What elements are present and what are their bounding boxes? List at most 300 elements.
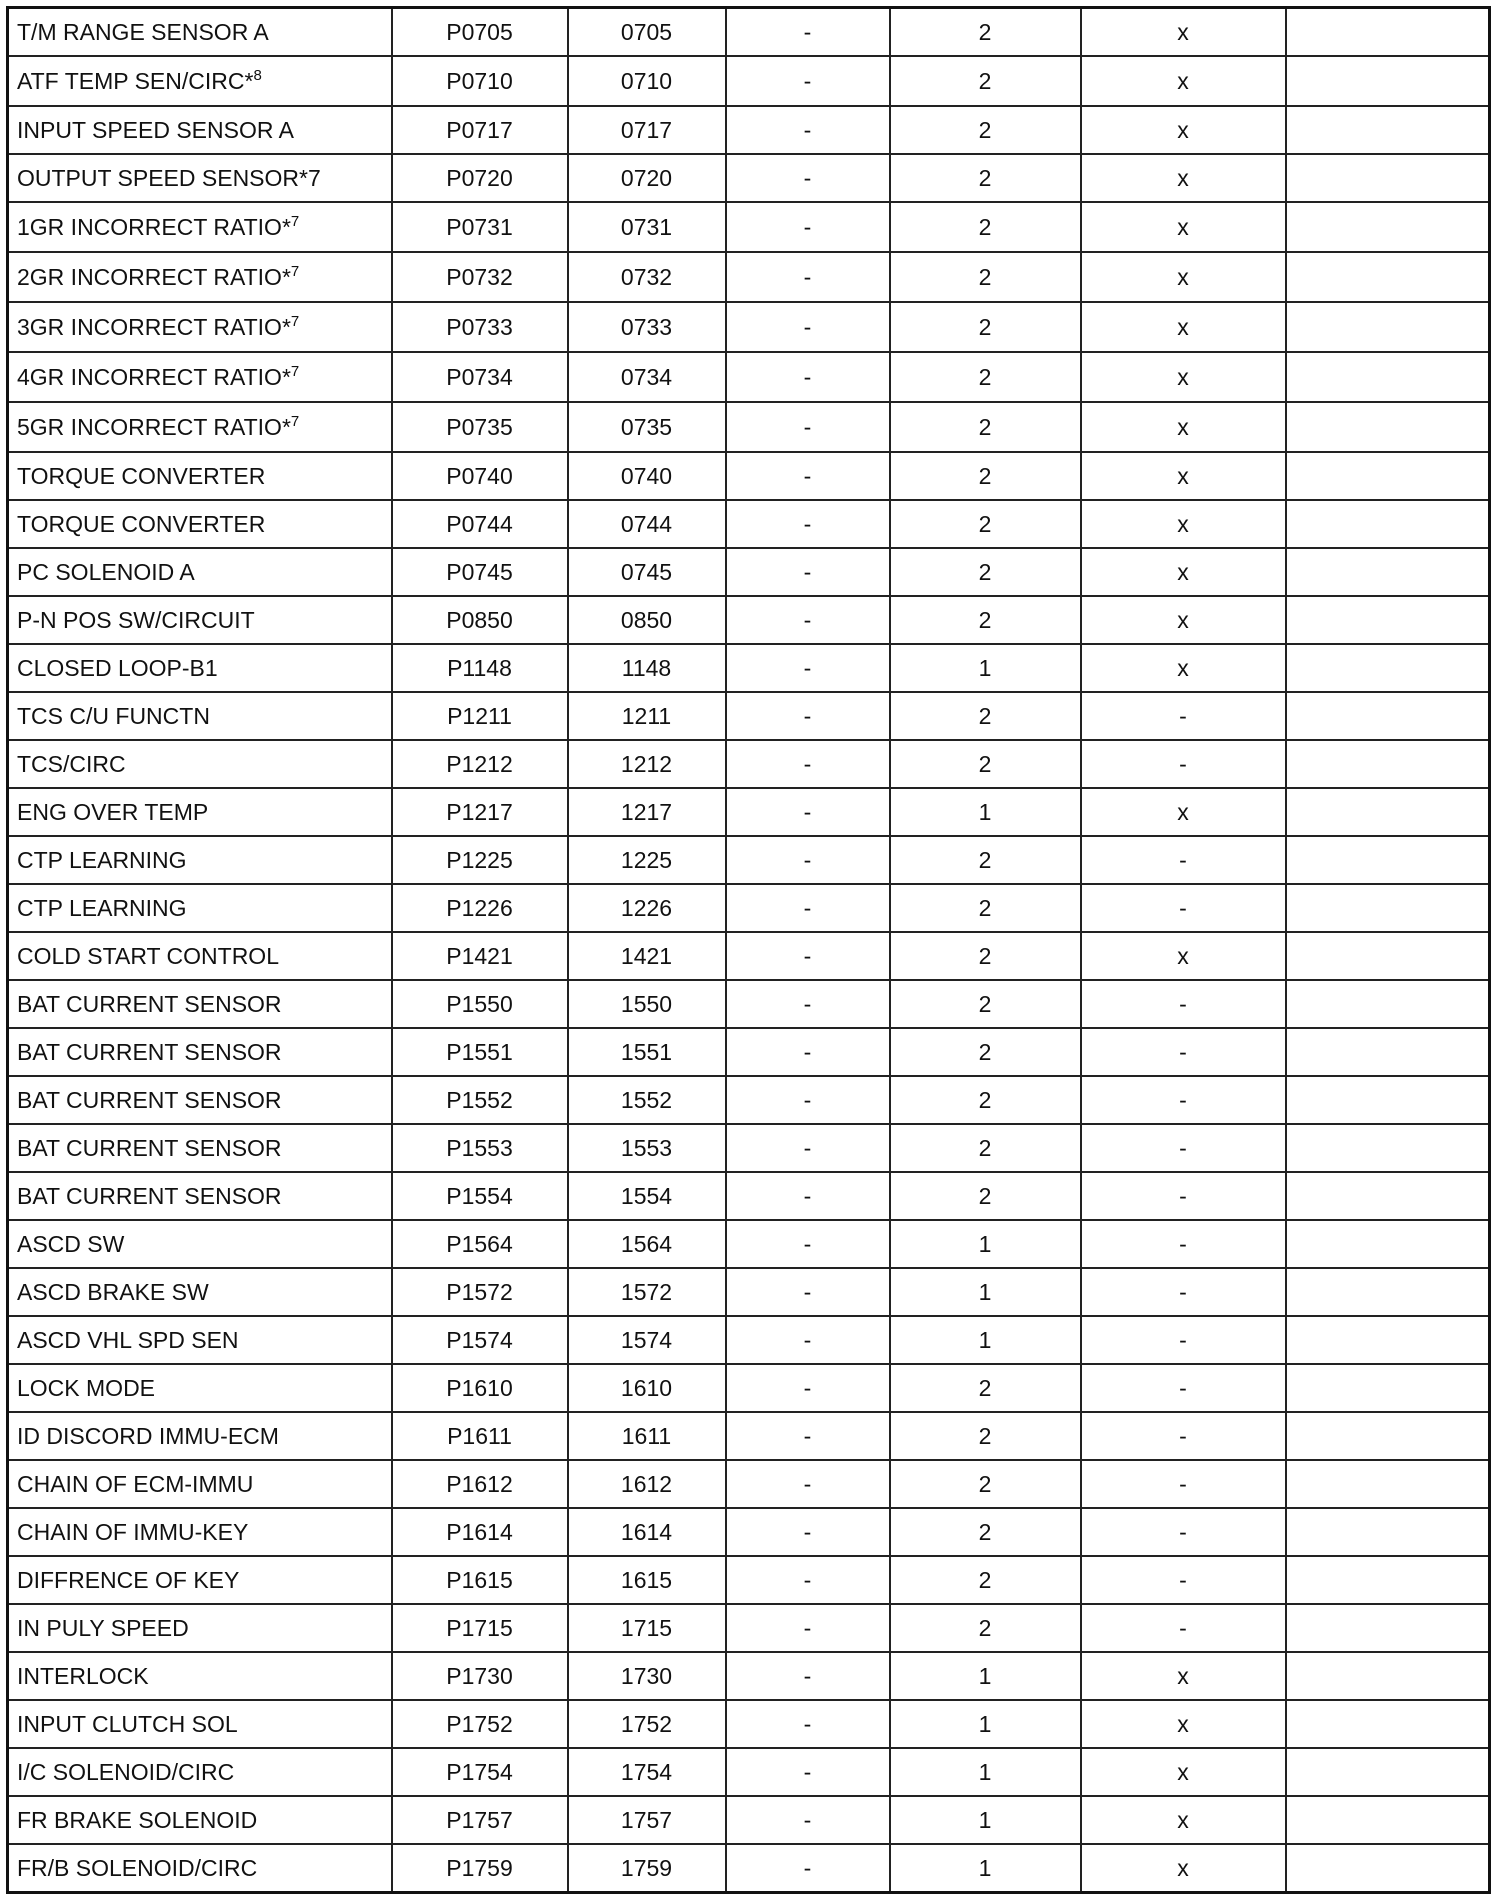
column-4-cell: -	[726, 1124, 890, 1172]
table-row	[8, 1316, 1490, 1364]
trip-cell: 2	[890, 402, 1081, 452]
empty-cell	[1286, 1604, 1490, 1652]
table-row	[8, 452, 1490, 500]
empty-cell	[1286, 1220, 1490, 1268]
mil-cell: -	[1081, 980, 1286, 1028]
code-cell: 1730	[568, 1652, 726, 1700]
dtc-code-cell: P1757	[392, 1796, 568, 1844]
code-cell: 0850	[568, 596, 726, 644]
trip-cell: 2	[890, 548, 1081, 596]
trip-cell: 2	[890, 596, 1081, 644]
dtc-code-cell: P0745	[392, 548, 568, 596]
item-name-cell	[8, 1028, 392, 1076]
item-name-cell	[8, 1556, 392, 1604]
item-name: LOCK MODE	[17, 1374, 156, 1401]
trip-cell: 1	[890, 1748, 1081, 1796]
table-row	[8, 596, 1490, 644]
empty-cell	[1286, 1076, 1490, 1124]
item-name: IN PULY SPEED	[17, 1614, 189, 1641]
footnote-marker: 7	[290, 362, 300, 380]
table-row	[8, 836, 1490, 884]
empty-cell	[1286, 644, 1490, 692]
empty-cell	[1286, 8, 1490, 57]
mil-cell: x	[1081, 56, 1286, 106]
empty-cell	[1286, 740, 1490, 788]
trip-cell: 2	[890, 1460, 1081, 1508]
mil-cell: -	[1081, 1460, 1286, 1508]
item-name-cell	[8, 692, 392, 740]
item-name-cell	[8, 1364, 392, 1412]
column-4-cell: -	[726, 1700, 890, 1748]
code-cell: 0744	[568, 500, 726, 548]
mil-cell: -	[1081, 1076, 1286, 1124]
footnote-marker: 7	[290, 312, 300, 330]
trip-cell: 2	[890, 352, 1081, 402]
empty-cell	[1286, 1556, 1490, 1604]
item-name-cell	[8, 1844, 392, 1893]
column-4-cell: -	[726, 932, 890, 980]
dtc-code-cell: P1715	[392, 1604, 568, 1652]
item-name-cell	[8, 154, 392, 202]
table-row	[8, 1604, 1490, 1652]
empty-cell	[1286, 884, 1490, 932]
item-name: ASCD VHL SPD SEN	[17, 1326, 239, 1353]
item-name-cell	[8, 1076, 392, 1124]
item-name: BAT CURRENT SENSOR	[17, 1182, 282, 1209]
empty-cell	[1286, 1508, 1490, 1556]
column-4-cell: -	[726, 500, 890, 548]
item-name: I/C SOLENOID/CIRC	[17, 1758, 235, 1785]
item-name: CLOSED LOOP-B1	[17, 654, 218, 681]
mil-cell: -	[1081, 1268, 1286, 1316]
mil-cell: -	[1081, 1172, 1286, 1220]
item-name-cell	[8, 1412, 392, 1460]
item-name: OUTPUT SPEED SENSOR*7	[17, 164, 321, 191]
table-row	[8, 252, 1490, 302]
trip-cell: 2	[890, 1364, 1081, 1412]
item-name: ID DISCORD IMMU-ECM	[17, 1422, 279, 1449]
item-name-cell	[8, 1508, 392, 1556]
item-name: TCS C/U FUNCTN	[17, 702, 210, 729]
mil-cell: -	[1081, 884, 1286, 932]
column-4-cell: -	[726, 1220, 890, 1268]
column-4-cell: -	[726, 352, 890, 402]
code-cell: 1554	[568, 1172, 726, 1220]
item-name: CHAIN OF IMMU-KEY	[17, 1518, 249, 1545]
item-name: T/M RANGE SENSOR A	[17, 18, 269, 45]
dtc-code-cell: P0717	[392, 106, 568, 154]
code-cell: 1615	[568, 1556, 726, 1604]
dtc-code-cell: P1553	[392, 1124, 568, 1172]
code-cell: 1759	[568, 1844, 726, 1893]
trip-cell: 2	[890, 500, 1081, 548]
code-cell: 1148	[568, 644, 726, 692]
mil-cell: x	[1081, 202, 1286, 252]
table-row	[8, 1748, 1490, 1796]
code-cell: 1610	[568, 1364, 726, 1412]
mil-cell: -	[1081, 692, 1286, 740]
trip-cell: 2	[890, 1508, 1081, 1556]
trip-cell: 1	[890, 1796, 1081, 1844]
trip-cell: 1	[890, 1844, 1081, 1893]
mil-cell: x	[1081, 402, 1286, 452]
column-4-cell: -	[726, 1412, 890, 1460]
item-name-cell	[8, 1796, 392, 1844]
table-row	[8, 1460, 1490, 1508]
dtc-code-cell: P1212	[392, 740, 568, 788]
empty-cell	[1286, 692, 1490, 740]
trip-cell: 2	[890, 836, 1081, 884]
column-4-cell: -	[726, 980, 890, 1028]
empty-cell	[1286, 202, 1490, 252]
code-cell: 0710	[568, 56, 726, 106]
item-name: ASCD BRAKE SW	[17, 1278, 209, 1305]
column-4-cell: -	[726, 8, 890, 57]
mil-cell: x	[1081, 1844, 1286, 1893]
code-cell: 0717	[568, 106, 726, 154]
dtc-table	[6, 6, 1491, 1894]
code-cell: 0705	[568, 8, 726, 57]
column-4-cell: -	[726, 1172, 890, 1220]
item-name-cell	[8, 1700, 392, 1748]
item-name: TCS/CIRC	[17, 750, 126, 777]
code-cell: 1611	[568, 1412, 726, 1460]
item-name: CHAIN OF ECM-IMMU	[17, 1470, 254, 1497]
code-cell: 0745	[568, 548, 726, 596]
footnote-marker: 7	[290, 262, 300, 280]
table-row	[8, 1412, 1490, 1460]
table-row	[8, 1076, 1490, 1124]
dtc-code-cell: P1551	[392, 1028, 568, 1076]
column-4-cell: -	[726, 1796, 890, 1844]
column-4-cell: -	[726, 202, 890, 252]
empty-cell	[1286, 1796, 1490, 1844]
item-name: BAT CURRENT SENSOR	[17, 990, 282, 1017]
code-cell: 1614	[568, 1508, 726, 1556]
item-name: TORQUE CONVERTER	[17, 510, 266, 537]
mil-cell: x	[1081, 1748, 1286, 1796]
dtc-code-cell: P1564	[392, 1220, 568, 1268]
empty-cell	[1286, 1844, 1490, 1893]
mil-cell: x	[1081, 106, 1286, 154]
dtc-code-cell: P0734	[392, 352, 568, 402]
code-cell: 1612	[568, 1460, 726, 1508]
column-4-cell: -	[726, 106, 890, 154]
item-name-cell	[8, 1652, 392, 1700]
column-4-cell: -	[726, 740, 890, 788]
item-name-cell	[8, 980, 392, 1028]
dtc-code-cell: P1754	[392, 1748, 568, 1796]
code-cell: 1564	[568, 1220, 726, 1268]
trip-cell: 2	[890, 202, 1081, 252]
item-name: 3GR INCORRECT RATIO*	[17, 313, 291, 340]
item-name-cell	[8, 302, 392, 352]
empty-cell	[1286, 1460, 1490, 1508]
mil-cell: x	[1081, 644, 1286, 692]
code-cell: 1757	[568, 1796, 726, 1844]
trip-cell: 1	[890, 1316, 1081, 1364]
dtc-code-cell: P1614	[392, 1508, 568, 1556]
item-name-cell	[8, 740, 392, 788]
column-4-cell: -	[726, 1268, 890, 1316]
item-name-cell	[8, 596, 392, 644]
mil-cell: x	[1081, 500, 1286, 548]
trip-cell: 2	[890, 932, 1081, 980]
trip-cell: 2	[890, 1028, 1081, 1076]
table-row	[8, 1796, 1490, 1844]
item-name-cell	[8, 548, 392, 596]
trip-cell: 2	[890, 452, 1081, 500]
empty-cell	[1286, 932, 1490, 980]
dtc-code-cell: P0732	[392, 252, 568, 302]
item-name-cell	[8, 500, 392, 548]
column-4-cell: -	[726, 692, 890, 740]
column-4-cell: -	[726, 1316, 890, 1364]
column-4-cell: -	[726, 836, 890, 884]
code-cell: 1572	[568, 1268, 726, 1316]
item-name-cell	[8, 8, 392, 57]
mil-cell: x	[1081, 788, 1286, 836]
table-row	[8, 302, 1490, 352]
dtc-code-cell: P0731	[392, 202, 568, 252]
trip-cell: 2	[890, 1124, 1081, 1172]
item-name-cell	[8, 1748, 392, 1796]
trip-cell: 2	[890, 1172, 1081, 1220]
mil-cell: -	[1081, 1124, 1286, 1172]
dtc-code-cell: P1217	[392, 788, 568, 836]
dtc-code-cell: P1759	[392, 1844, 568, 1893]
table-row	[8, 1844, 1490, 1893]
item-name-cell	[8, 1220, 392, 1268]
trip-cell: 2	[890, 252, 1081, 302]
empty-cell	[1286, 1652, 1490, 1700]
trip-cell: 2	[890, 692, 1081, 740]
item-name-cell	[8, 252, 392, 302]
trip-cell: 2	[890, 1604, 1081, 1652]
dtc-code-cell: P0705	[392, 8, 568, 57]
dtc-code-cell: P1225	[392, 836, 568, 884]
item-name-cell	[8, 352, 392, 402]
column-4-cell: -	[726, 1364, 890, 1412]
table-row	[8, 692, 1490, 740]
item-name-cell	[8, 1604, 392, 1652]
code-cell: 0734	[568, 352, 726, 402]
table-row	[8, 932, 1490, 980]
empty-cell	[1286, 56, 1490, 106]
empty-cell	[1286, 1700, 1490, 1748]
trip-cell: 2	[890, 8, 1081, 57]
column-4-cell: -	[726, 1460, 890, 1508]
item-name: 1GR INCORRECT RATIO*	[17, 213, 291, 240]
item-name-cell	[8, 884, 392, 932]
dtc-code-cell: P1572	[392, 1268, 568, 1316]
item-name-cell	[8, 644, 392, 692]
column-4-cell: -	[726, 154, 890, 202]
column-4-cell: -	[726, 1844, 890, 1893]
table-row	[8, 1172, 1490, 1220]
empty-cell	[1286, 402, 1490, 452]
empty-cell	[1286, 302, 1490, 352]
code-cell: 1550	[568, 980, 726, 1028]
table-row	[8, 1220, 1490, 1268]
table-row	[8, 202, 1490, 252]
empty-cell	[1286, 1316, 1490, 1364]
trip-cell: 1	[890, 1268, 1081, 1316]
dtc-code-cell: P0733	[392, 302, 568, 352]
dtc-code-cell: P1610	[392, 1364, 568, 1412]
table-row	[8, 1268, 1490, 1316]
item-name-cell	[8, 452, 392, 500]
code-cell: 1552	[568, 1076, 726, 1124]
trip-cell: 2	[890, 106, 1081, 154]
code-cell: 1551	[568, 1028, 726, 1076]
column-4-cell: -	[726, 1748, 890, 1796]
code-cell: 1217	[568, 788, 726, 836]
code-cell: 0720	[568, 154, 726, 202]
trip-cell: 1	[890, 1220, 1081, 1268]
column-4-cell: -	[726, 1652, 890, 1700]
code-cell: 0740	[568, 452, 726, 500]
trip-cell: 2	[890, 740, 1081, 788]
table-row	[8, 644, 1490, 692]
item-name: COLD START CONTROL	[17, 942, 279, 969]
table-row	[8, 154, 1490, 202]
mil-cell: -	[1081, 1508, 1286, 1556]
item-name: DIFFRENCE OF KEY	[17, 1566, 240, 1593]
item-name: 4GR INCORRECT RATIO*	[17, 363, 291, 390]
trip-cell: 2	[890, 1412, 1081, 1460]
table-row	[8, 500, 1490, 548]
dtc-code-cell: P1752	[392, 1700, 568, 1748]
column-4-cell: -	[726, 1076, 890, 1124]
empty-cell	[1286, 1172, 1490, 1220]
trip-cell: 2	[890, 154, 1081, 202]
item-name: FR BRAKE SOLENOID	[17, 1806, 258, 1833]
trip-cell: 1	[890, 644, 1081, 692]
column-4-cell: -	[726, 548, 890, 596]
mil-cell: x	[1081, 1700, 1286, 1748]
empty-cell	[1286, 980, 1490, 1028]
item-name: BAT CURRENT SENSOR	[17, 1086, 282, 1113]
column-4-cell: -	[726, 1556, 890, 1604]
empty-cell	[1286, 154, 1490, 202]
column-4-cell: -	[726, 302, 890, 352]
mil-cell: x	[1081, 1652, 1286, 1700]
column-4-cell: -	[726, 1508, 890, 1556]
footnote-marker: 7	[290, 412, 300, 430]
empty-cell	[1286, 1124, 1490, 1172]
item-name: 2GR INCORRECT RATIO*	[17, 263, 291, 290]
item-name: CTP LEARNING	[17, 846, 187, 873]
column-4-cell: -	[726, 1604, 890, 1652]
item-name-cell	[8, 788, 392, 836]
table-row	[8, 1556, 1490, 1604]
column-4-cell: -	[726, 252, 890, 302]
dtc-code-cell: P1574	[392, 1316, 568, 1364]
item-name: INTERLOCK	[17, 1662, 149, 1689]
mil-cell: x	[1081, 352, 1286, 402]
mil-cell: -	[1081, 1556, 1286, 1604]
mil-cell: x	[1081, 1796, 1286, 1844]
item-name-cell	[8, 1460, 392, 1508]
mil-cell: -	[1081, 740, 1286, 788]
empty-cell	[1286, 106, 1490, 154]
item-name-cell	[8, 56, 392, 106]
trip-cell: 2	[890, 302, 1081, 352]
code-cell: 1225	[568, 836, 726, 884]
table-row	[8, 788, 1490, 836]
column-4-cell: -	[726, 452, 890, 500]
mil-cell: -	[1081, 1028, 1286, 1076]
item-name: P-N POS SW/CIRCUIT	[17, 606, 255, 633]
empty-cell	[1286, 1364, 1490, 1412]
code-cell: 0733	[568, 302, 726, 352]
table-row	[8, 1364, 1490, 1412]
trip-cell: 1	[890, 1652, 1081, 1700]
table-row	[8, 1028, 1490, 1076]
empty-cell	[1286, 352, 1490, 402]
item-name: ENG OVER TEMP	[17, 798, 209, 825]
dtc-code-cell: P1211	[392, 692, 568, 740]
item-name-cell	[8, 1124, 392, 1172]
item-name: FR/B SOLENOID/CIRC	[17, 1854, 258, 1881]
mil-cell: -	[1081, 1604, 1286, 1652]
item-name: 5GR INCORRECT RATIO*	[17, 413, 291, 440]
dtc-code-cell: P1148	[392, 644, 568, 692]
mil-cell: x	[1081, 548, 1286, 596]
dtc-code-cell: P1612	[392, 1460, 568, 1508]
table-row	[8, 1700, 1490, 1748]
item-name: ATF TEMP SEN/CIRC*	[17, 67, 254, 94]
empty-cell	[1286, 1412, 1490, 1460]
code-cell: 1574	[568, 1316, 726, 1364]
code-cell: 0735	[568, 402, 726, 452]
table-row	[8, 8, 1490, 57]
table-row	[8, 1652, 1490, 1700]
item-name-cell	[8, 106, 392, 154]
code-cell: 1752	[568, 1700, 726, 1748]
dtc-code-cell: P1226	[392, 884, 568, 932]
footnote-marker: 7	[290, 212, 300, 230]
dtc-code-cell: P0740	[392, 452, 568, 500]
code-cell: 1226	[568, 884, 726, 932]
empty-cell	[1286, 1748, 1490, 1796]
item-name: INPUT CLUTCH SOL	[17, 1710, 238, 1737]
trip-cell: 2	[890, 56, 1081, 106]
mil-cell: -	[1081, 1316, 1286, 1364]
item-name-cell	[8, 932, 392, 980]
mil-cell: -	[1081, 1364, 1286, 1412]
column-4-cell: -	[726, 788, 890, 836]
code-cell: 1553	[568, 1124, 726, 1172]
empty-cell	[1286, 548, 1490, 596]
trip-cell: 1	[890, 1700, 1081, 1748]
code-cell: 1754	[568, 1748, 726, 1796]
empty-cell	[1286, 1028, 1490, 1076]
column-4-cell: -	[726, 1028, 890, 1076]
table-row	[8, 56, 1490, 106]
item-name-cell	[8, 202, 392, 252]
table-row	[8, 1508, 1490, 1556]
column-4-cell: -	[726, 884, 890, 932]
item-name: TORQUE CONVERTER	[17, 462, 266, 489]
dtc-code-cell: P1554	[392, 1172, 568, 1220]
mil-cell: -	[1081, 1220, 1286, 1268]
item-name: CTP LEARNING	[17, 894, 187, 921]
item-name-cell	[8, 1268, 392, 1316]
table-row	[8, 106, 1490, 154]
dtc-code-cell: P1615	[392, 1556, 568, 1604]
